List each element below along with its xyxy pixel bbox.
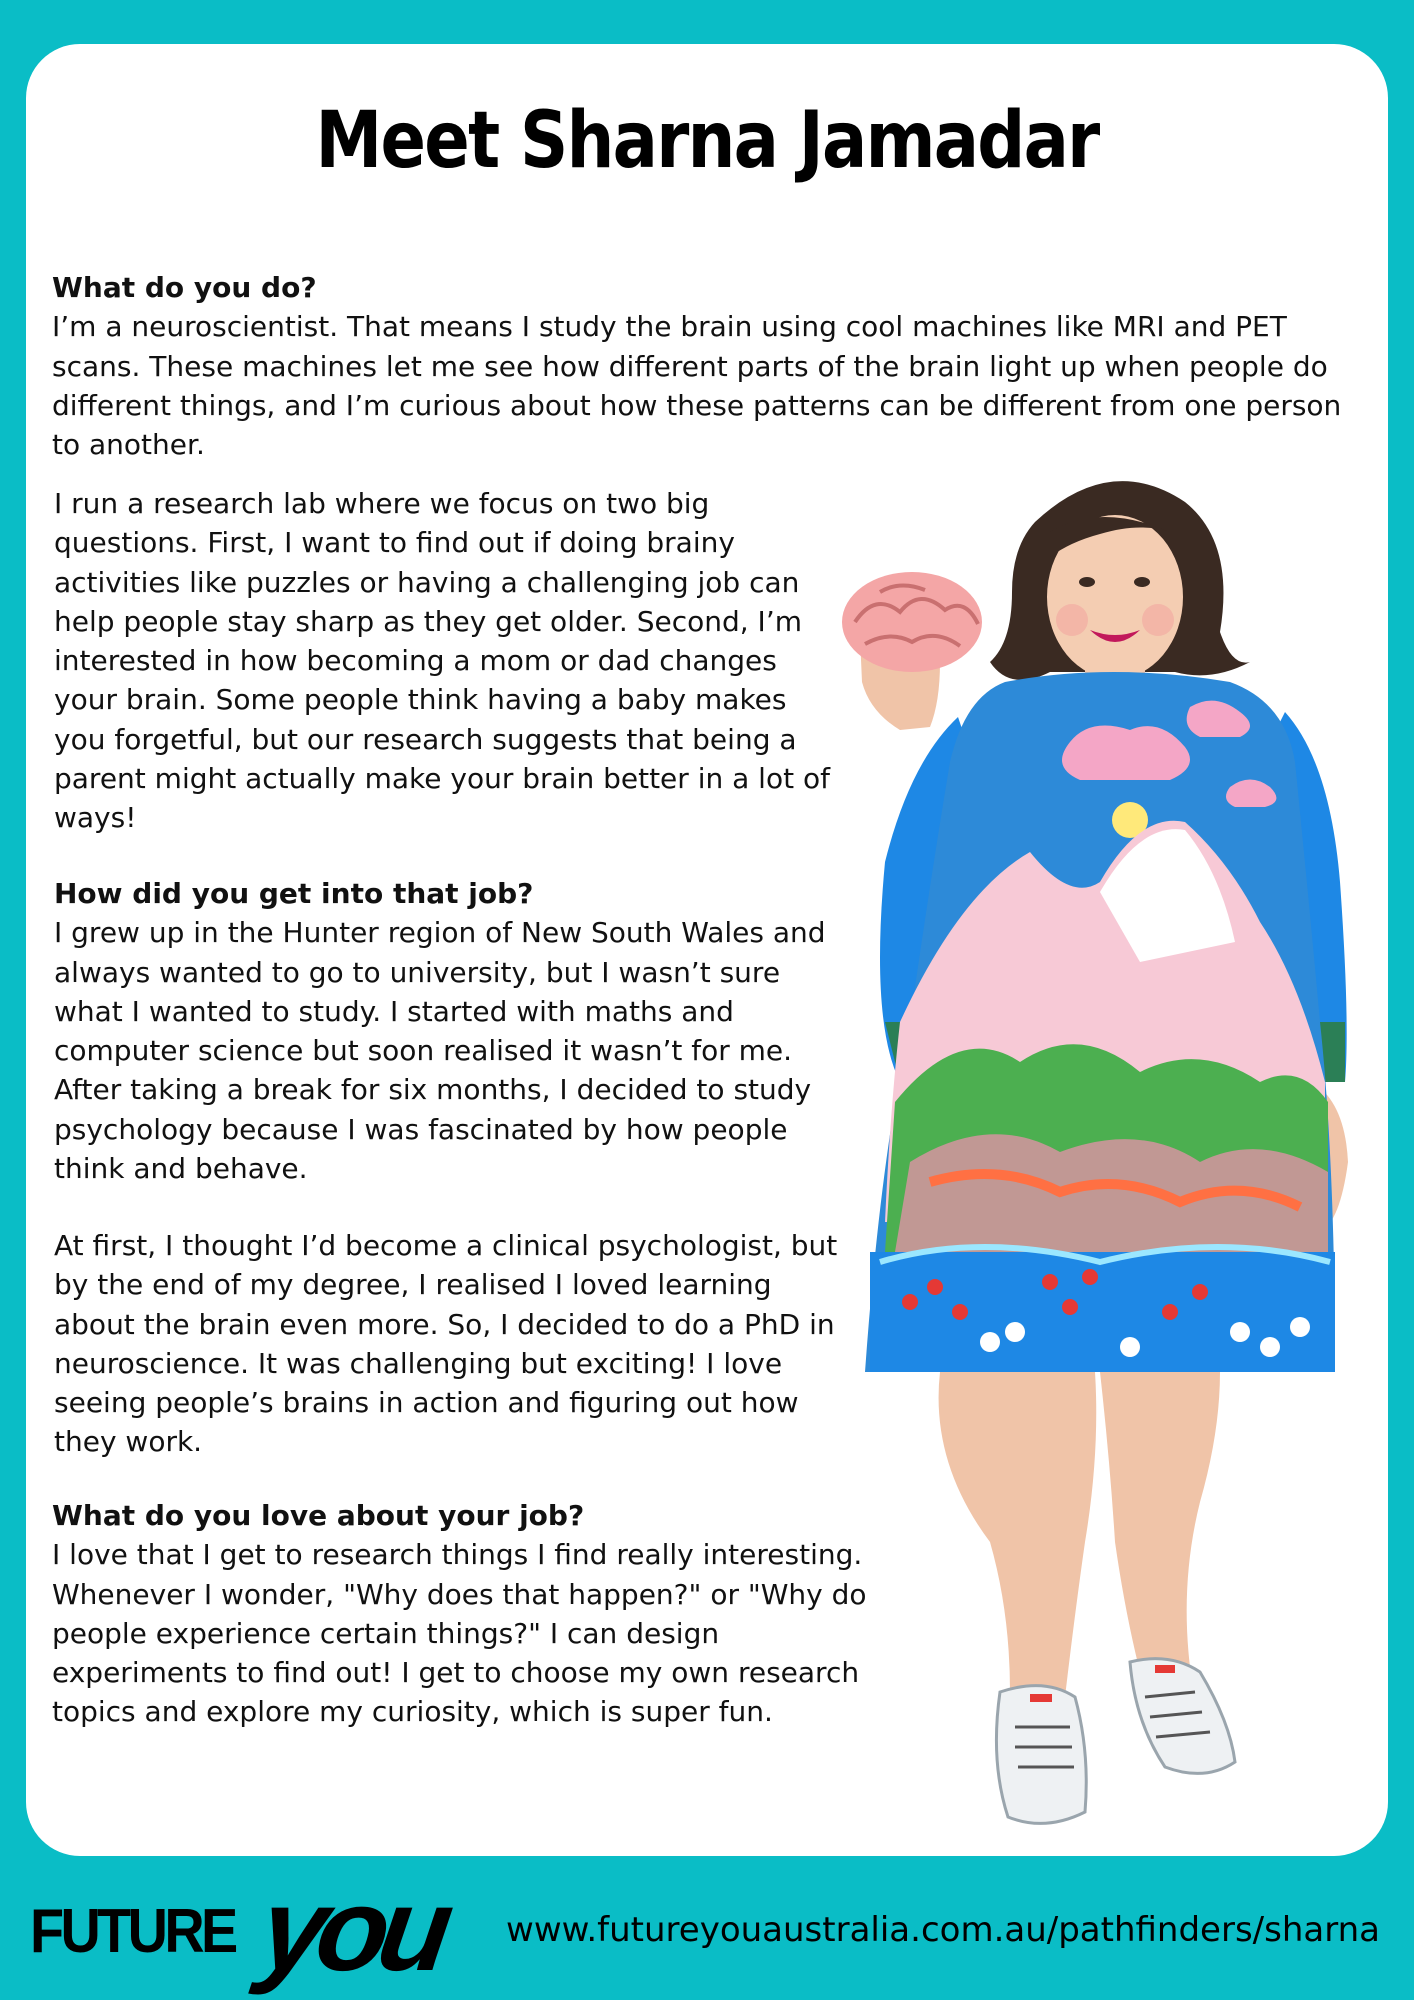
logo-future-text: FUTURE [30,1897,235,1966]
page-title: Meet Sharna Jamadar [315,96,1099,186]
brain-icon [842,572,982,672]
right-leg [1100,1372,1220,1672]
section-what-you-do [52,268,1372,464]
answer-paragraph: At first, I thought I’d become a clinical psychologist, but by the end of my degree, I realised I loved learning about the brain even more. So, I decided to do a PhD in neuroscience. It was challenging but exciting! I love seeing people’s brains in action and figuring out how they work. [54,1229,838,1459]
footer-url[interactable]: www.futureyouaustralia.com.au/pathfinders/sharna [506,1910,1380,1950]
section-love-job [52,1496,872,1732]
question-heading: How did you get into that job? [54,877,534,910]
section-phd-story [54,1226,844,1462]
answer-paragraph: I’m a neuroscientist. That means I study the brain using cool machines like MRI and PET scans. These machines let me see how different parts of the brain light up when people do different things, and I’m curious about how these patterns can be different from one person to another. [52,310,1342,462]
question-heading: What do you love about your job? [52,1499,585,1532]
question-heading: What do you do? [52,271,317,304]
section-how-got-job [54,874,844,1188]
answer-paragraph: I grew up in the Hunter region of New South Wales and always wanted to go to university, but I wasn’t sure what I wanted to study. I started with maths and computer science but soon realised it wasn’t for me. After taking a break for six months, I decided to study psychology because I was fascinated by how people think and behave. [54,916,826,1186]
futureyou-logo [30,1864,500,1996]
left-leg [939,1372,1097,1697]
answer-paragraph: I love that I get to research things I find really interesting. Whenever I wonder, "Why does that happen?" or "Why do people experience certain things?" I can design experiments to find out! I get to choose my own research topics and explore my curiosity, which is super fun. [52,1538,867,1729]
portrait-illustration [840,462,1360,1852]
section-research-lab [54,484,844,838]
left-shoe [996,1686,1086,1824]
logo-you-text: you [252,1864,452,1996]
answer-paragraph: I run a research lab where we focus on two big questions. First, I want to find out if doing brainy activities like puzzles or having a challenging job can help people stay sharp as they get older. Second, I’m interested in how becoming a mom or dad changes your brain. Some people think having a baby makes you forgetful, but our research suggests that being a parent might actually make your brain better in a lot of ways! [54,487,830,835]
